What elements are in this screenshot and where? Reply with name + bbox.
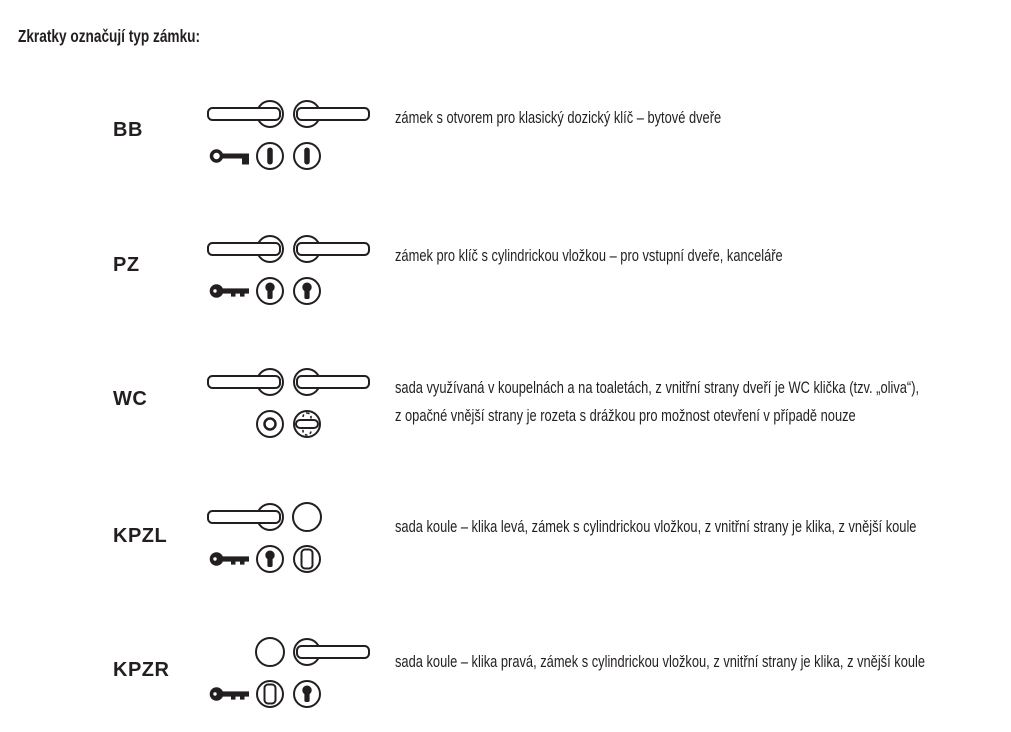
bb-keyhole-rosette-icon bbox=[257, 143, 283, 169]
description-line: sada koule – klika levá, zámek s cylindrickou vložkou, z vnitřní strany je klika, z vnější koule bbox=[395, 518, 917, 536]
pz-keyhole-rosette-icon bbox=[294, 681, 320, 707]
cylinder-key-icon bbox=[210, 687, 249, 701]
lever-handle-right-icon bbox=[294, 236, 369, 262]
groove-rosette-icon bbox=[257, 411, 283, 437]
cylinder-key-icon bbox=[210, 552, 249, 566]
lock-icon-set-pz bbox=[203, 229, 373, 307]
classic-key-icon bbox=[212, 151, 250, 165]
lever-handle-right-icon bbox=[294, 101, 369, 127]
lock-icon-set-wc bbox=[203, 362, 373, 440]
wc-thumbturn-rosette-icon bbox=[294, 411, 320, 437]
lock-description-bb bbox=[395, 104, 813, 132]
pz-keyhole-rosette-icon bbox=[257, 546, 283, 572]
lever-handle-left-icon bbox=[208, 236, 283, 262]
lock-code-pz: PZ bbox=[113, 254, 140, 276]
lock-code-kpzl: KPZL bbox=[113, 525, 168, 547]
lever-handle-left-icon bbox=[208, 369, 283, 395]
lock-code-kpzr: KPZR bbox=[113, 659, 170, 681]
blind-rosette-icon bbox=[257, 681, 283, 707]
lock-code-wc: WC bbox=[113, 388, 148, 410]
lever-handle-right-icon bbox=[294, 639, 369, 665]
description-line: sada koule – klika pravá, zámek s cylindrickou vložkou, z vnitřní strany je klika, z vnější koule bbox=[395, 653, 926, 671]
lock-icon-set-bb bbox=[203, 94, 373, 172]
lever-handle-left-icon bbox=[208, 504, 283, 530]
description-line: z opačné vnější strany je rozeta s drážkou pro možnost otevření v případě nouze bbox=[395, 407, 856, 425]
cylinder-key-icon bbox=[210, 284, 249, 298]
knob-icon bbox=[293, 503, 321, 531]
page-title bbox=[18, 26, 251, 46]
lock-code-bb: BB bbox=[113, 119, 143, 141]
page-title-text: Zkratky označují typ zámku: bbox=[18, 26, 201, 46]
lever-handle-right-icon bbox=[294, 369, 369, 395]
pz-keyhole-rosette-icon bbox=[257, 278, 283, 304]
blind-rosette-icon bbox=[294, 546, 320, 572]
lock-description-pz bbox=[395, 242, 892, 270]
lock-icon-set-kpzl bbox=[203, 497, 373, 575]
knob-icon bbox=[256, 638, 284, 666]
description-line: sada využívaná v koupelnách a na toaletách, z vnitřní strany dveří je WC klička (tzv. „oliva“), bbox=[395, 379, 920, 397]
lock-description-kpzr bbox=[395, 648, 1011, 676]
description-line: zámek s otvorem pro klasický dozický klíč – bytové dveře bbox=[395, 109, 722, 127]
description-line: zámek pro klíč s cylindrickou vložkou – pro vstupní dveře, kanceláře bbox=[395, 247, 783, 265]
lock-icon-set-kpzr bbox=[203, 632, 373, 710]
pz-keyhole-rosette-icon bbox=[294, 278, 320, 304]
lock-description-kpzl bbox=[395, 513, 1011, 541]
lever-handle-left-icon bbox=[208, 101, 283, 127]
bb-keyhole-rosette-icon bbox=[294, 143, 320, 169]
lock-description-wc bbox=[395, 374, 1011, 430]
